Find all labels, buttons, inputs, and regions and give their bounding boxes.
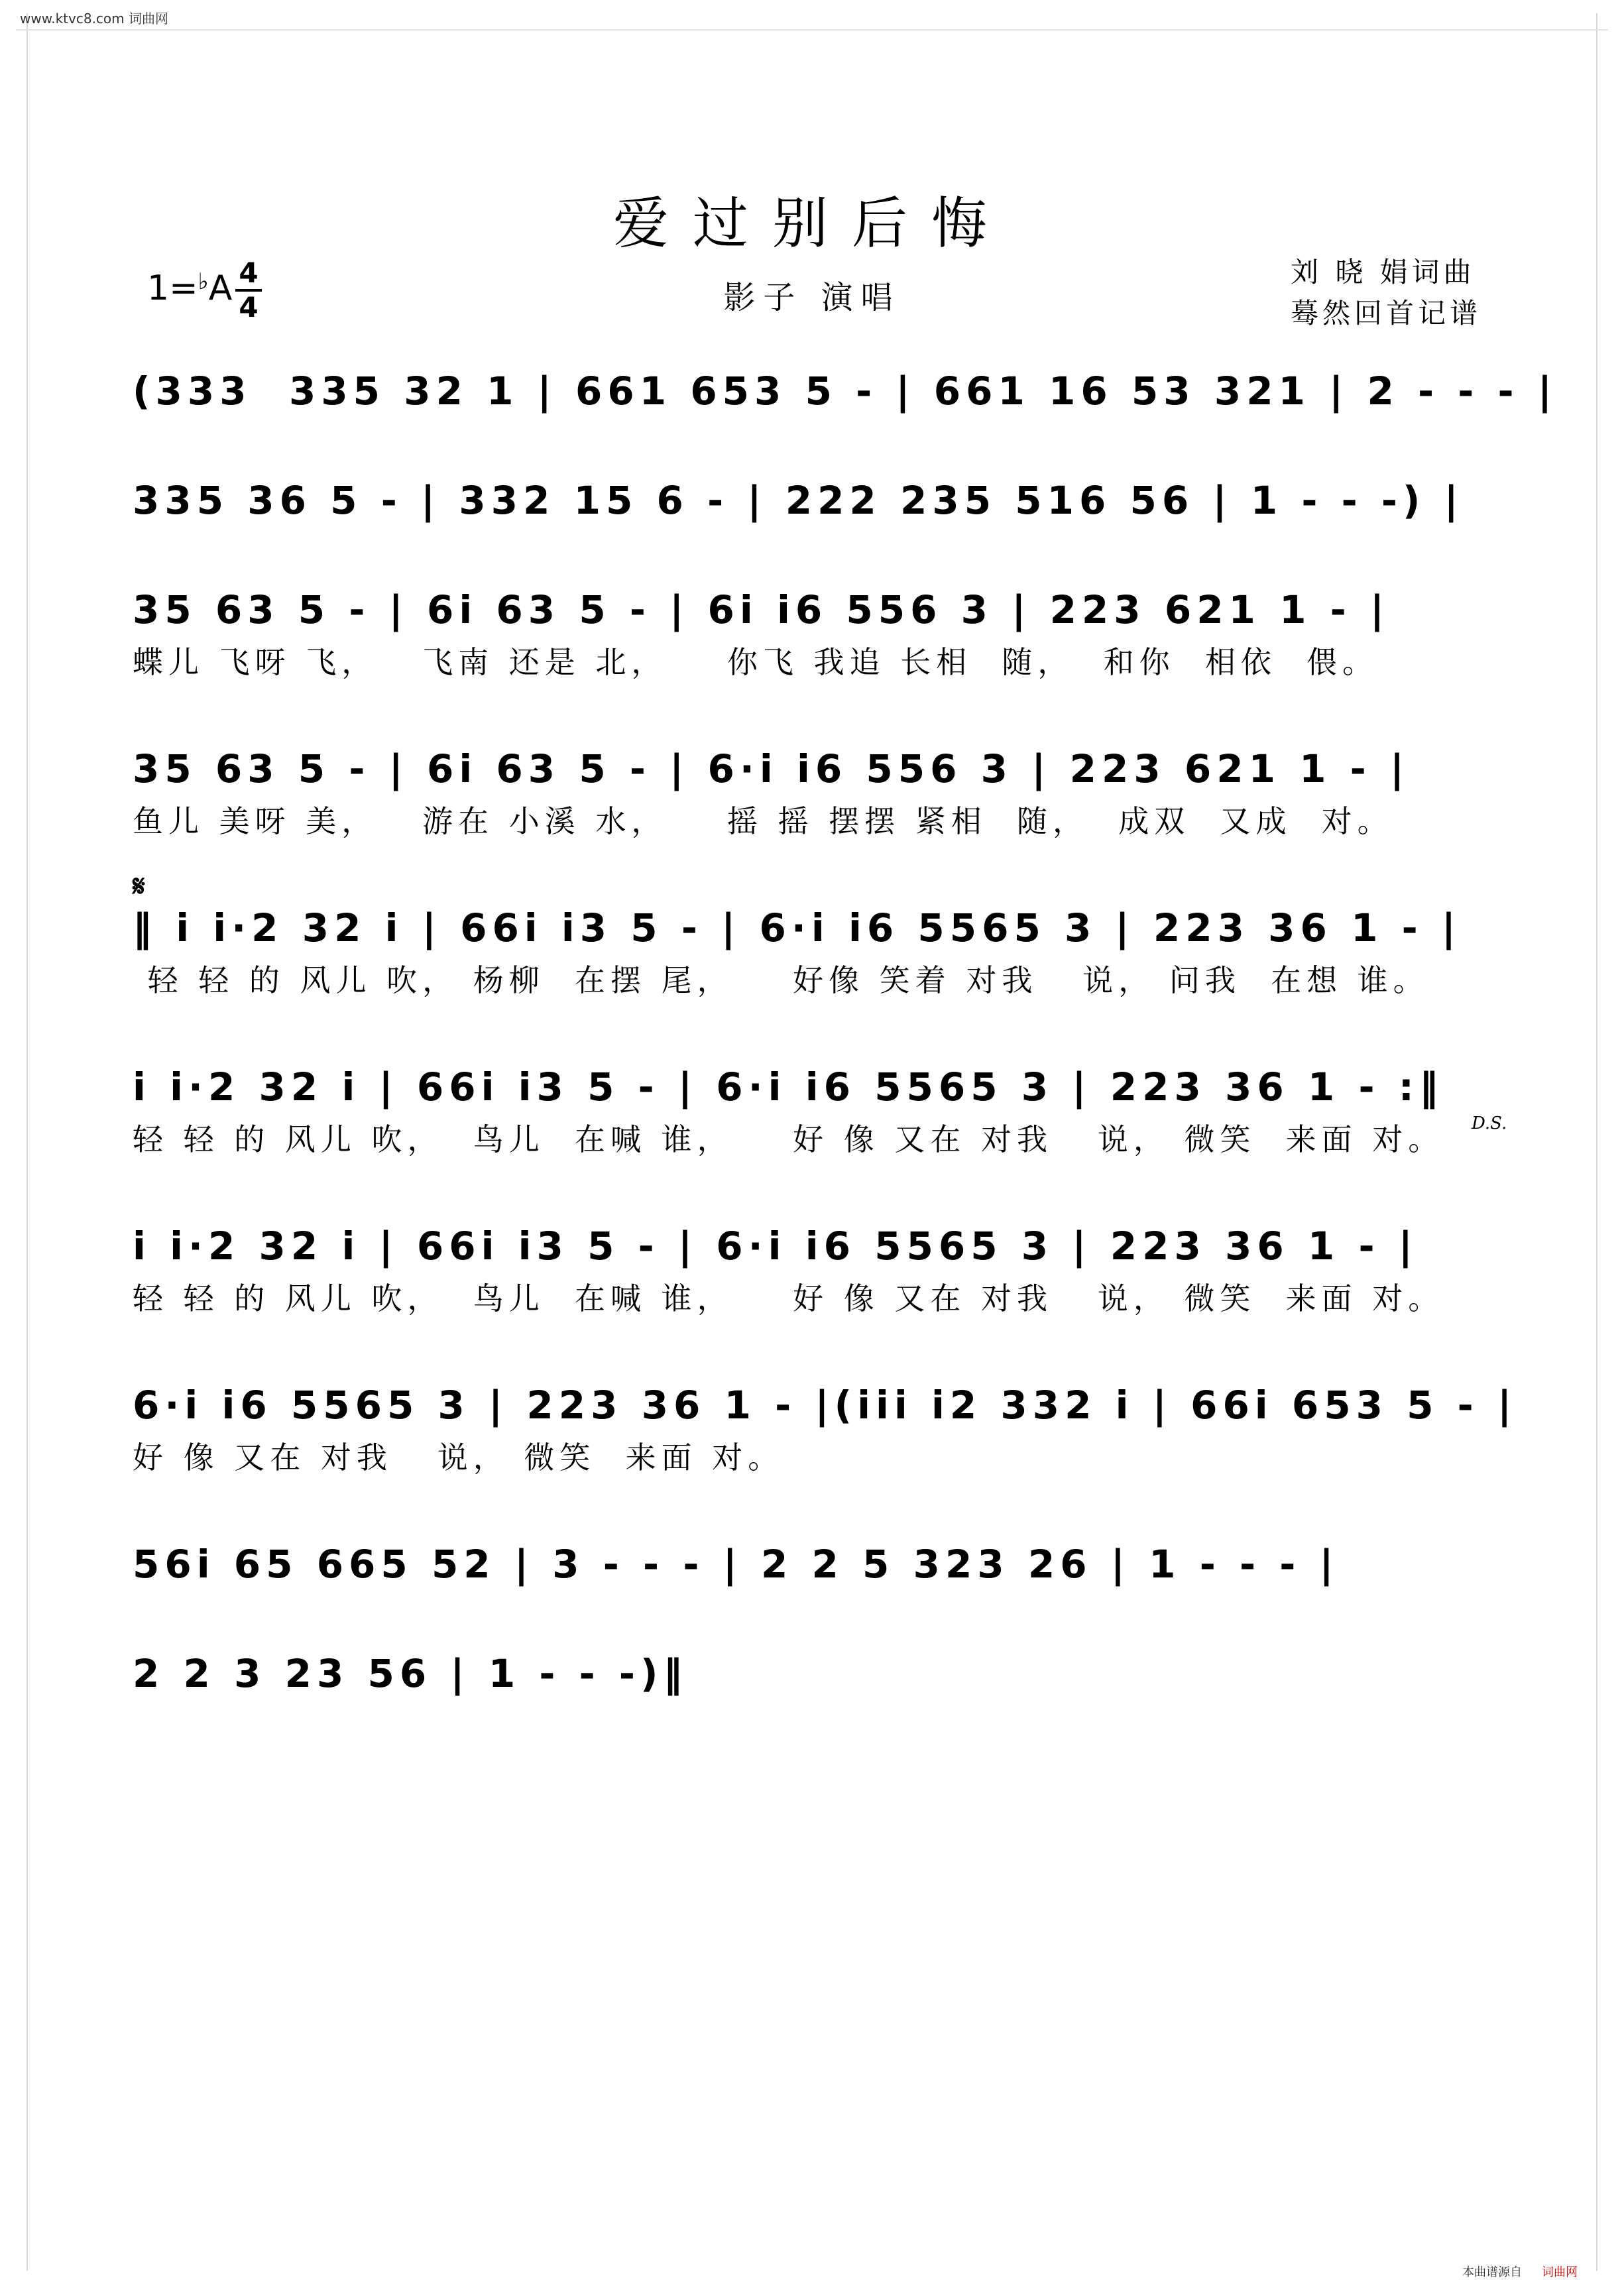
- segno-sign: 𝄋: [133, 870, 145, 903]
- left-margin-strip: [9, 13, 28, 2271]
- transcriber-line: 蓦然回首记谱: [1290, 297, 1481, 329]
- lyric-line: 蝶儿 飞呀 飞， 飞南 还是 北， 你飞 我追 长相 随， 和你 相依 偎。: [133, 644, 1379, 680]
- key-signature: [147, 268, 232, 308]
- right-margin-strip: [1596, 13, 1615, 2271]
- score-row: [133, 1650, 1491, 1706]
- notation-line: 56i 65 665 52 | 3 - - - | 2 2 5 323 26 | 1 - - - |: [133, 1542, 1339, 1587]
- time-top: 4: [239, 257, 259, 289]
- composer-credits: [1291, 252, 1481, 334]
- notation-line: 2 2 3 23 56 | 1 - - -)‖: [133, 1651, 688, 1696]
- notation-line: i i·2 32 i | 66i i3 5 - | 6·i i6 5565 3 | 223 36 1 - :‖: [133, 1064, 1444, 1110]
- composer-line: 刘 晓 娟词曲: [1290, 256, 1476, 288]
- time-signature: [235, 258, 262, 322]
- lyric-line: 鱼儿 美呀 美， 游在 小溪 水， 摇 摇 摆摆 紧相 随， 成双 又成 对。: [133, 803, 1393, 839]
- score-row: [133, 905, 1491, 1000]
- singer-credit: 影子 演唱: [723, 279, 901, 316]
- lyric-line: 好 像 又在 对我 说， 微笑 来面 对。: [133, 1440, 784, 1475]
- song-title: 爱过别后悔: [612, 191, 1011, 256]
- notation-line: 335 36 5 - | 332 15 6 - | 222 235 516 56 | 1 - - -) |: [133, 478, 1464, 523]
- notation-line: 35 63 5 - | 6i 63 5 - | 6i i6 556 3 | 223 621 1 - |: [133, 587, 1390, 632]
- score-row: [133, 587, 1491, 682]
- key-note: A: [208, 268, 233, 308]
- flat-sign: ♭: [198, 268, 209, 295]
- lyric-line: 轻 轻 的 风儿 吹， 杨柳 在摆 尾， 好像 笑着 对我 说， 问我 在想 谁。: [133, 962, 1429, 998]
- notation-line: i i·2 32 i | 66i i3 5 - | 6·i i6 5565 3 | 223 36 1 - |: [133, 1224, 1418, 1269]
- time-bottom: 4: [239, 291, 259, 323]
- score-row: [133, 1541, 1491, 1597]
- score-row: [133, 1382, 1517, 1477]
- notation-line: ‖ i i·2 32 i | 66i i3 5 - | 6·i i6 5565 3 | 223 36 1 - |: [133, 905, 1462, 950]
- lyric-line: 轻 轻 的 风儿 吹， 鸟儿 在喊 谁， 好 像 又在 对我 说， 微笑 来面 对。: [133, 1121, 1444, 1157]
- score-row: [133, 477, 1491, 533]
- key-prefix: 1=: [147, 268, 198, 308]
- notation-line: 6·i i6 5565 3 | 223 36 1 - |(iii i2 332 i | 66i 653 5 - |: [133, 1383, 1517, 1428]
- footer-brand[interactable]: 词曲网: [1542, 2265, 1578, 2279]
- score-row: [133, 1223, 1491, 1318]
- notation-line: 35 63 5 - | 6i 63 5 - | 6·i i6 556 3 | 223 621 1 - |: [133, 746, 1410, 791]
- header-divider: [16, 29, 1608, 30]
- score-row: [133, 746, 1491, 841]
- score-row: [133, 1064, 1491, 1159]
- notation-line: (333 335 32 1 | 661 653 5 - | 661 16 53 321 | 2 - - - |: [133, 369, 1558, 414]
- score-row: [133, 368, 1558, 424]
- ds-marking: D.S.: [1472, 1113, 1507, 1133]
- footer-text: 本曲谱源自: [1462, 2265, 1522, 2279]
- site-watermark: www.ktvc8.com 词曲网: [20, 11, 169, 27]
- lyric-line: 轻 轻 的 风儿 吹， 鸟儿 在喊 谁， 好 像 又在 对我 说， 微笑 来面 对。: [133, 1281, 1444, 1316]
- footer-source: [1462, 2263, 1578, 2280]
